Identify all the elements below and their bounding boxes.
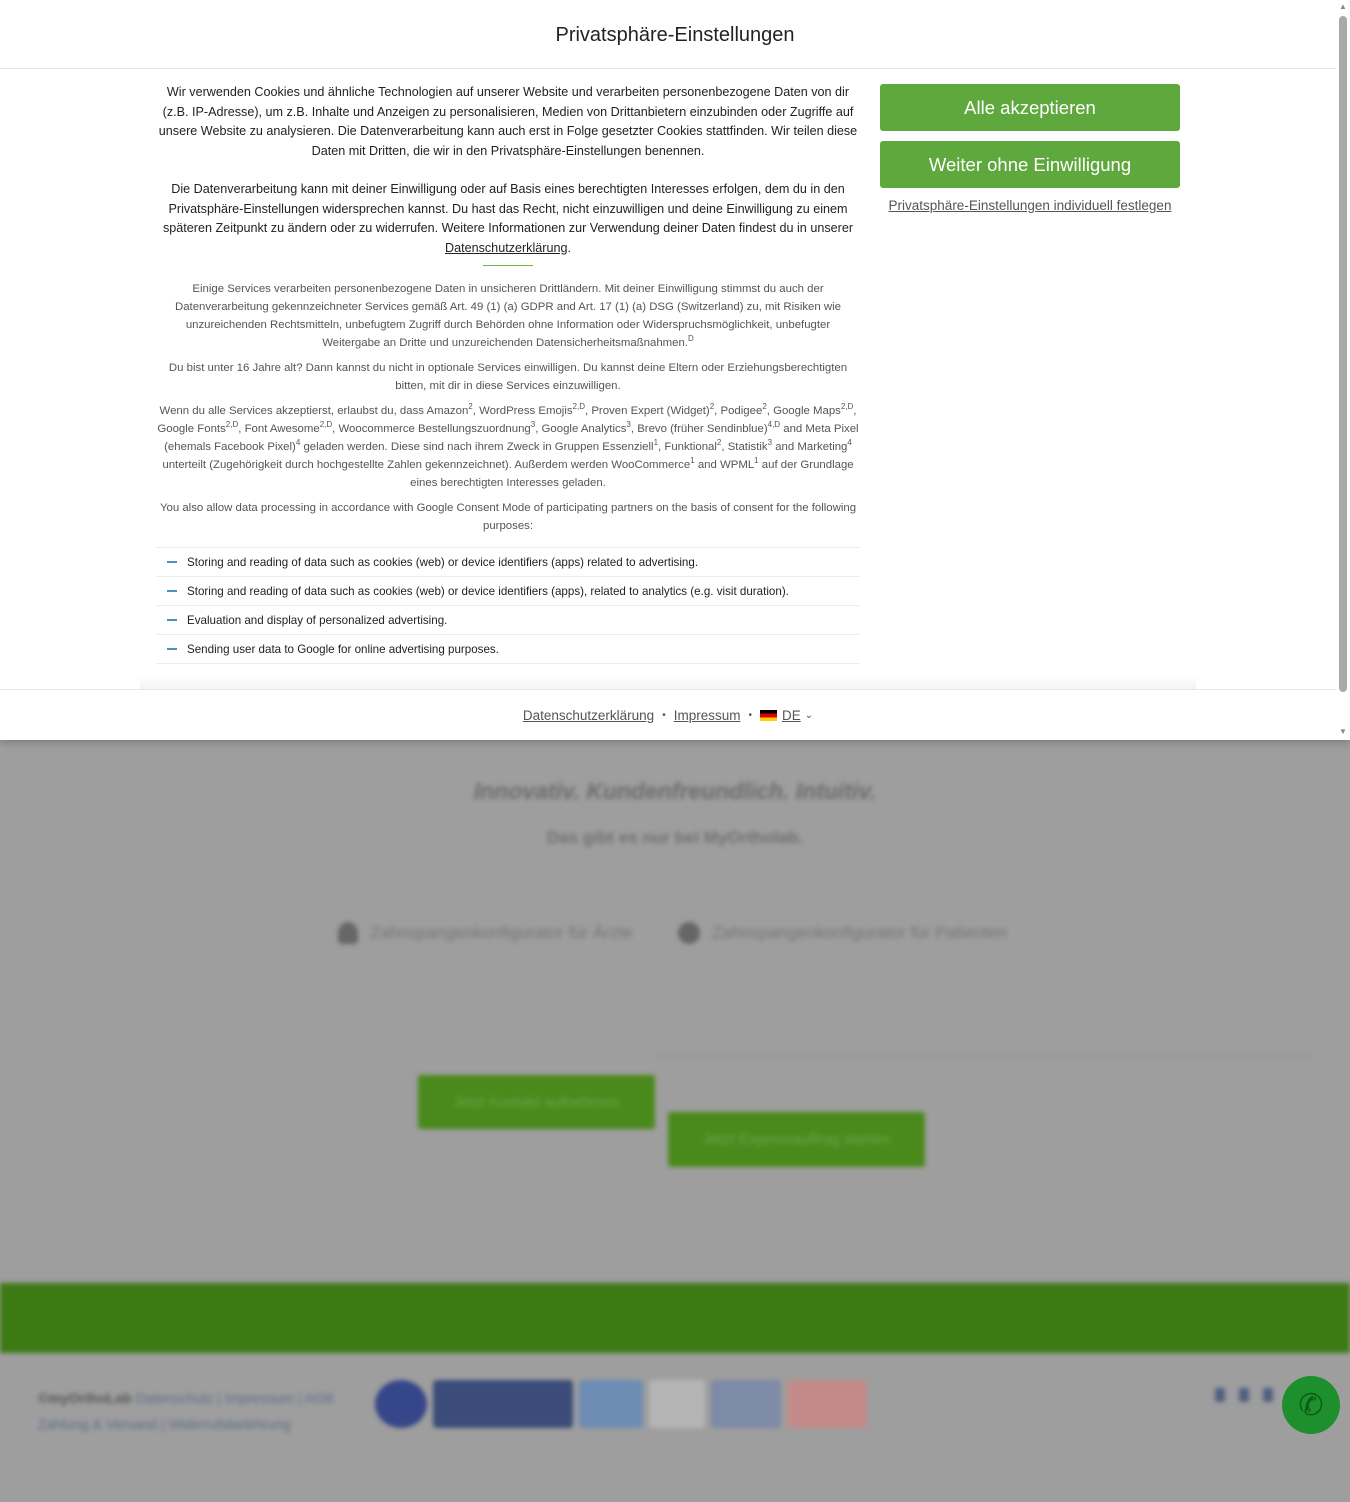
service-group-superscript: 4 (295, 438, 301, 448)
purpose-item (156, 548, 860, 577)
consent-mode-text: You also allow data processing in accordance with Google Consent Mode of participating partners on the basis of consent for the following purposes: (159, 502, 857, 532)
service-group-superscript: 3 (626, 420, 631, 430)
scrollbar-thumb[interactable] (1339, 16, 1347, 692)
service-group-superscript: 4 (847, 438, 852, 448)
background-tagline: Innovativ. Kundenfreundlich. Intuitiv. (473, 778, 877, 804)
service-text: and Meta Pixel (ehemals Facebook Pixel) (164, 423, 859, 453)
background-subline: Das gibt es nur bei MyOrtholab. (547, 828, 803, 847)
consent-text-column (156, 83, 860, 664)
language-label[interactable]: DE (781, 708, 801, 723)
consent-actions (880, 84, 1180, 213)
dash-icon (167, 590, 177, 592)
service-group-superscript: 2 (709, 402, 715, 412)
purpose-item (156, 606, 860, 635)
partner-logos (375, 1380, 867, 1428)
orthodent-logo (433, 1380, 573, 1428)
logo-badge (711, 1380, 781, 1428)
dialog-title: Privatsphäre-Einstellungen (555, 23, 795, 46)
logo-badge (649, 1380, 705, 1428)
user-circle-icon (678, 922, 700, 944)
service-text: unterteilt (Zugehörigkeit durch hochgestellte Zahlen gekennzeichnet). Außerdem werden WooCommerce (162, 459, 691, 471)
service-group-superscript: 2 (762, 402, 767, 412)
service-text: Wenn du alle Services akzeptierst, erlaubst du, dass Amazon (159, 405, 469, 417)
footer-imprint-link[interactable]: Impressum (673, 708, 741, 723)
tab-configurator-patients[interactable] (678, 922, 1007, 944)
continue-without-consent-button[interactable]: Weiter ohne Einwilligung (880, 141, 1180, 188)
logo-badge (579, 1380, 643, 1428)
purpose-item (156, 577, 860, 606)
purpose-label: Sending user data to Google for online advertising purposes. (187, 642, 499, 656)
rights-paragraph (156, 180, 860, 258)
xing-icon[interactable] (1239, 1388, 1249, 1402)
rights-text: Die Datenverarbeitung kann mit deiner Einwilligung oder auf Basis eines berechtigten Interesses erfolgen, dem du in den Privatsphäre-Einstellungen widersprechen kannst. Du hast das Recht, nicht einzuwilligen und deine Einwilligung zu einem späteren Zeitpunkt zu ändern oder zu widerrufen. Weitere Informationen zur Verwendung deiner Daten findest du in unserer (162, 182, 854, 235)
whatsapp-icon[interactable]: ✆ (1282, 1376, 1340, 1434)
service-group-superscript: 1 (754, 456, 759, 466)
punctuation: . (567, 240, 571, 255)
purpose-item (156, 635, 860, 664)
footer-links (38, 1385, 338, 1437)
dash-icon (167, 648, 177, 650)
service-group-superscript: 4,D (767, 420, 781, 430)
consent-purposes-list (156, 547, 860, 664)
service-text: , Podigee (714, 405, 763, 417)
service-text: and Marketing (772, 441, 848, 453)
service-group-superscript: 1 (653, 438, 659, 448)
service-group-superscript: 2 (468, 402, 473, 412)
privacy-policy-link[interactable]: Datenschutzerklärung (444, 240, 568, 255)
seal-logo (375, 1380, 427, 1428)
social-links (1215, 1388, 1273, 1402)
footer-link-list[interactable]: Datenschutz | Impressum | AGB Zahlung & Versand | Widerrufsbelehrung (38, 1390, 335, 1432)
service-group-superscript: 3 (530, 420, 536, 430)
service-group-superscript: 2,D (225, 420, 239, 430)
divider (656, 1055, 1310, 1056)
individual-settings-link[interactable]: Privatsphäre-Einstellungen individuell festlegen (888, 198, 1172, 213)
express-order-button[interactable]: Jetzt Expressauftrag starten (668, 1112, 925, 1167)
footer-privacy-link[interactable]: Datenschutzerklärung (522, 708, 655, 723)
dialog-body[interactable] (0, 69, 1336, 689)
separator: • (748, 710, 752, 721)
dash-icon (167, 561, 177, 563)
purpose-label: Storing and reading of data such as cookies (web) or device identifiers (apps) related to advertising. (187, 555, 699, 569)
scroll-fade (140, 675, 1196, 689)
service-group-superscript: 2,D (572, 402, 585, 412)
service-text: , Google Fonts (157, 405, 857, 435)
service-text: , Proven Expert (Widget) (585, 405, 710, 417)
dash-icon (167, 619, 177, 621)
service-group-superscript: 1 (690, 456, 695, 466)
accept-all-button[interactable]: Alle akzeptieren (880, 84, 1180, 131)
service-text: , Google Maps (766, 405, 841, 417)
tab-label: Zahnspangenkonfigurator für Ärzte (370, 923, 633, 942)
footer-brand: ©myOrthoLab (38, 1390, 132, 1406)
service-group-superscript: 2,D (319, 420, 333, 430)
service-text: , Google Analytics (535, 423, 627, 435)
service-text: , Statistik (721, 441, 768, 453)
services-list-text (156, 402, 860, 492)
scroll-up-icon[interactable]: ▲ (1339, 2, 1347, 11)
service-text: , Woocommerce Bestellungszuordnung (332, 423, 531, 435)
instagram-icon[interactable] (1263, 1388, 1273, 1402)
third-country-text: Einige Services verarbeiten personenbezogene Daten in unsicheren Drittländern. Mit deiner Einwilligung stimmst du auch der Datenverarbeitung gekennzeichneter Services gemäß Art. 49 (1) (a) GDPR and Art. 17 (1) (a) DSG (Switzerland) zu, mit Risiken wie unzureichenden Rechtsmitteln, unbefugtem Zugriff durch Behörden ohne Information oder Widerspruchsmöglichkeit, unbefugter Weitergabe an Dritte und unzureichenden Datensicherheitsmaßnahmen. (175, 283, 841, 349)
service-text: and WPML (694, 459, 755, 471)
service-group-superscript: 2,D (840, 402, 854, 412)
logo-badge (787, 1380, 867, 1428)
service-group-superscript: 3 (767, 438, 773, 448)
intro-paragraph: Wir verwenden Cookies und ähnliche Technologien auf unserer Website und verarbeiten personenbezogene Daten von dir (z.B. IP-Adresse), um z.B. Inhalte und Anzeigen zu personalisieren, Medien von Drittanbietern einzubinden oder Zugriffe auf unsere Website zu analysieren. Die Datenverarbeitung kann auch erst in Folge gesetzter Cookies stattfinden. Wir teilen diese Daten mit Dritten, die wir in den Privatsphäre-Einstellungen benennen. (158, 85, 858, 158)
tab-configurator-doctors[interactable] (338, 922, 633, 944)
purpose-label: Evaluation and display of personalized advertising. (187, 613, 448, 627)
service-group-superscript: 2 (716, 438, 722, 448)
service-text: , Funktional (658, 441, 717, 453)
scroll-down-icon[interactable]: ▼ (1339, 727, 1347, 736)
service-text: auf der Grundlage eines berechtigten Interesses geladen. (410, 459, 854, 489)
third-country-notice (156, 280, 860, 352)
dialog-header (0, 0, 1350, 69)
service-text: geladen werden. Diese sind nach ihrem Zweck in Gruppen Essenziell (300, 441, 654, 453)
superscript: D (688, 334, 694, 344)
privacy-settings-dialog (0, 0, 1350, 740)
green-band (0, 1283, 1350, 1353)
scrollbar[interactable] (1336, 0, 1350, 740)
service-text: , Brevo (früher Sendinblue) (630, 423, 768, 435)
facebook-icon[interactable] (1215, 1388, 1225, 1402)
dialog-footer (0, 689, 1336, 741)
service-text: , WordPress Emojis (472, 405, 573, 417)
contact-button[interactable]: Jetzt Kontakt aufnehmen (418, 1075, 655, 1129)
purpose-label: Storing and reading of data such as cookies (web) or device identifiers (apps), related to analytics (e.g. visit duration). (187, 584, 789, 598)
divider (483, 265, 533, 266)
german-flag-icon (760, 710, 777, 721)
doctor-icon (338, 922, 358, 944)
age-notice: Du bist unter 16 Jahre alt? Dann kannst du nicht in optionale Services einwilligen. Du kannst deine Eltern oder Erziehungsberechtigten bitten, mit dir in diese Services einzuwilligen. (168, 362, 848, 392)
service-text: , Font Awesome (238, 423, 320, 435)
separator: • (662, 710, 666, 721)
language-selector[interactable] (760, 708, 813, 723)
chevron-down-icon: ⌄ (804, 710, 814, 721)
tab-label: Zahnspangenkonfigurator für Patienten (712, 923, 1007, 942)
